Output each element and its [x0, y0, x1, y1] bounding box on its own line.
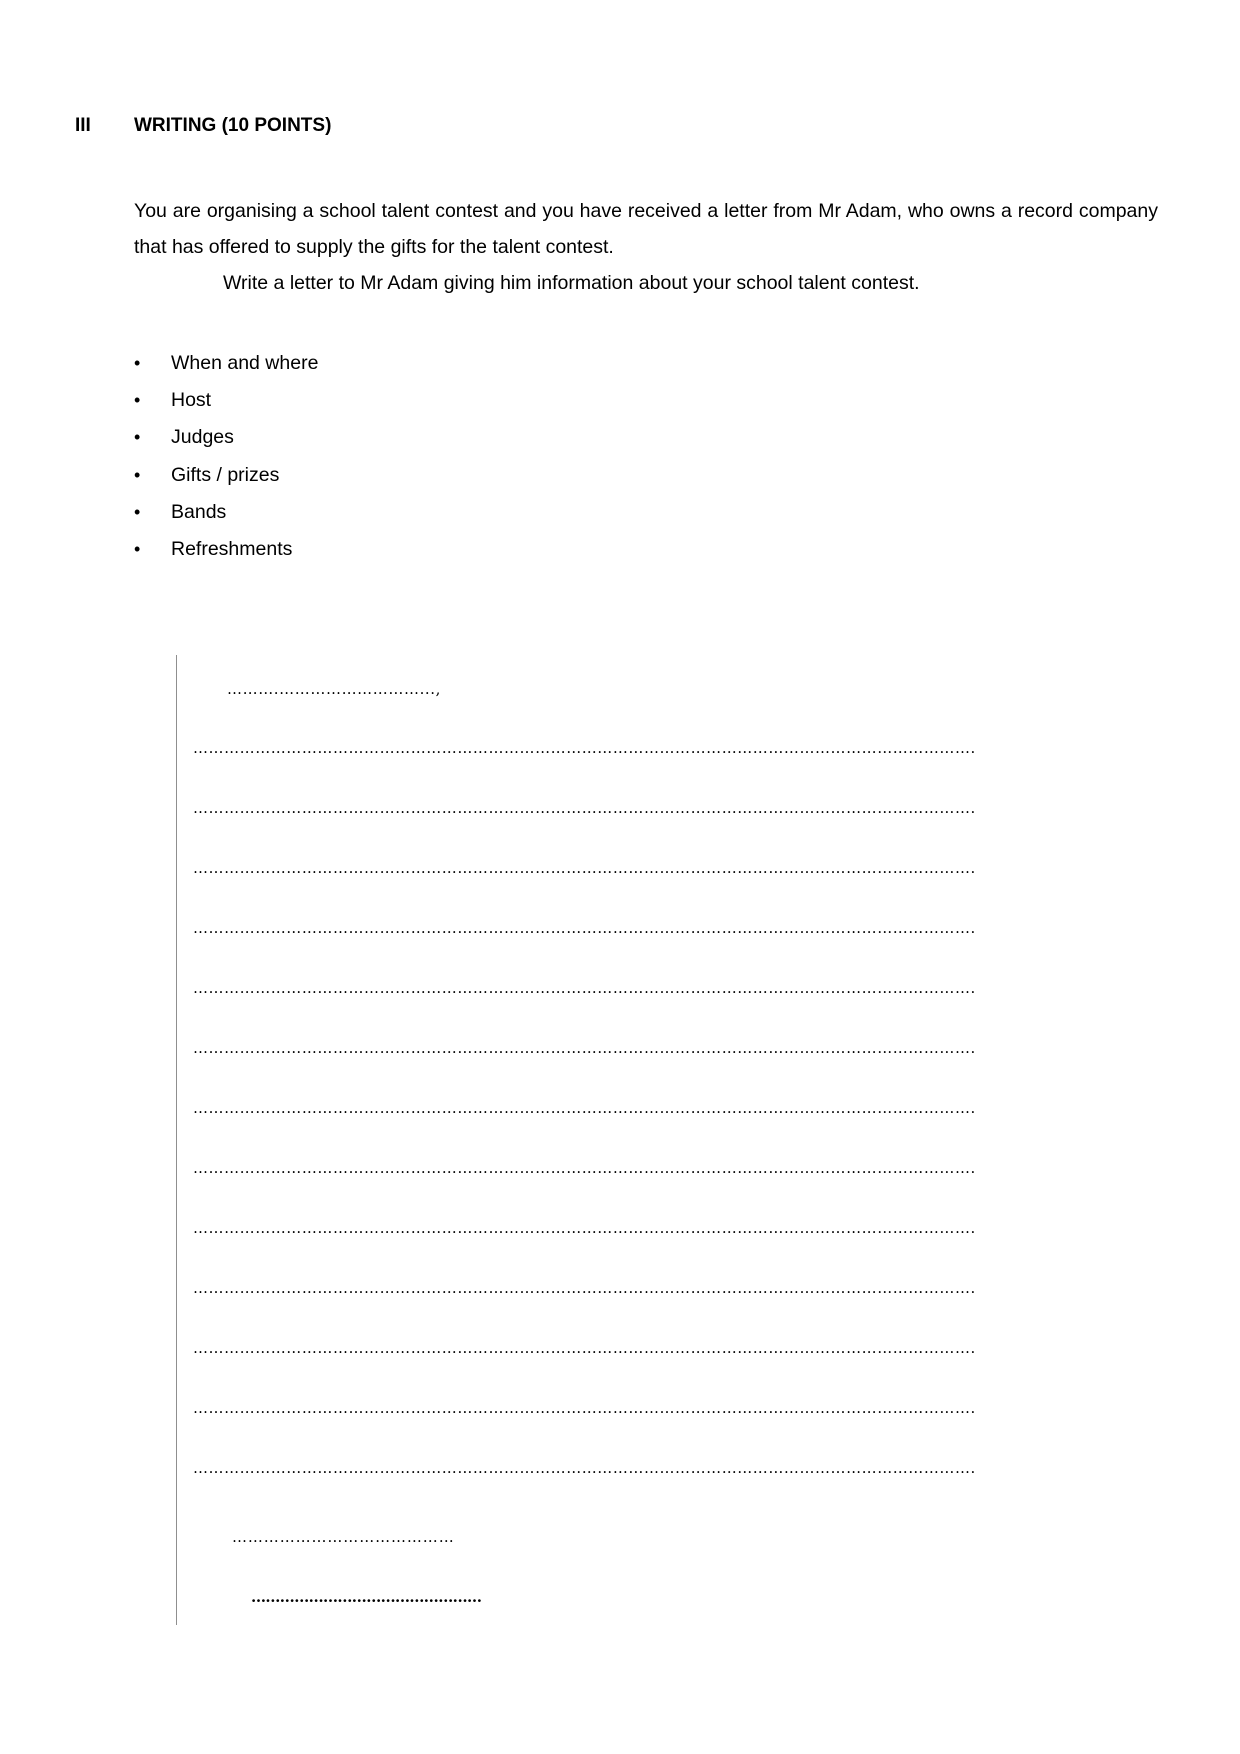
- bullet-icon: •: [134, 538, 141, 559]
- letter-answer-area[interactable]: [176, 655, 1177, 1625]
- writing-line[interactable]: …………………………………………………………………………………………………………………………………….: [193, 1099, 976, 1117]
- writing-line[interactable]: …………………………………………………………………………………………………………………………………….: [193, 799, 976, 817]
- point-label: Refreshments: [171, 537, 293, 560]
- writing-line[interactable]: …………………………………………………………………………………………………………………………………….: [193, 1159, 976, 1177]
- section-title: WRITING (10 POINTS): [134, 115, 332, 136]
- list-item: [134, 385, 318, 422]
- writing-line[interactable]: …………………………………………………………………………………………………………………………………….: [193, 1219, 976, 1237]
- list-item: [134, 497, 318, 534]
- content-points-list: [134, 348, 318, 571]
- point-label: When and where: [171, 352, 319, 374]
- closing-blank[interactable]: ……………………………………: [232, 1528, 455, 1546]
- section-number: III: [75, 115, 91, 136]
- point-label: Gifts / prizes: [171, 463, 280, 486]
- list-item: [134, 348, 318, 385]
- writing-line[interactable]: …………………………………………………………………………………………………………………………………….: [193, 919, 976, 937]
- writing-line[interactable]: …………………………………………………………………………………………………………………………………….: [193, 1279, 976, 1297]
- writing-line[interactable]: …………………………………………………………………………………………………………………………………….: [193, 1399, 976, 1417]
- task-instruction: Write a letter to Mr Adam giving him information about your school talent contest.: [223, 272, 920, 294]
- writing-line[interactable]: …………………………………………………………………………………………………………………………………….: [193, 979, 976, 997]
- salutation-blank[interactable]: ……….………………………...,: [227, 680, 442, 698]
- instructions-text: You are organising a school talent contest and you have received a letter from Mr Adam, who owns a record company that has offered to supply the gifts for the talent contest.: [134, 200, 1158, 258]
- writing-line[interactable]: …………………………………………………………………………………………………………………………………….: [193, 1039, 976, 1057]
- bullet-icon: •: [134, 427, 141, 448]
- writing-line[interactable]: …………………………………………………………………………………………………………………………………….: [193, 859, 976, 877]
- writing-line[interactable]: …………………………………………………………………………………………………………………………………….: [193, 739, 976, 757]
- writing-line[interactable]: …………………………………………………………………………………………………………………………………….: [193, 1339, 976, 1357]
- point-label: Bands: [171, 500, 227, 523]
- signature-blank[interactable]: …………………………………………: [251, 1588, 482, 1606]
- bullet-icon: •: [134, 501, 141, 522]
- list-item: [134, 460, 318, 497]
- bullet-icon: •: [134, 464, 141, 485]
- section-header: [75, 115, 1165, 141]
- point-label: Host: [171, 389, 212, 412]
- writing-line[interactable]: …………………………………………………………………………………………………………………………………….: [193, 1459, 976, 1477]
- bullet-icon: •: [134, 353, 141, 373]
- bullet-icon: •: [134, 390, 141, 411]
- point-label: Judges: [171, 426, 234, 449]
- list-item: [134, 422, 318, 459]
- list-item: [134, 534, 318, 571]
